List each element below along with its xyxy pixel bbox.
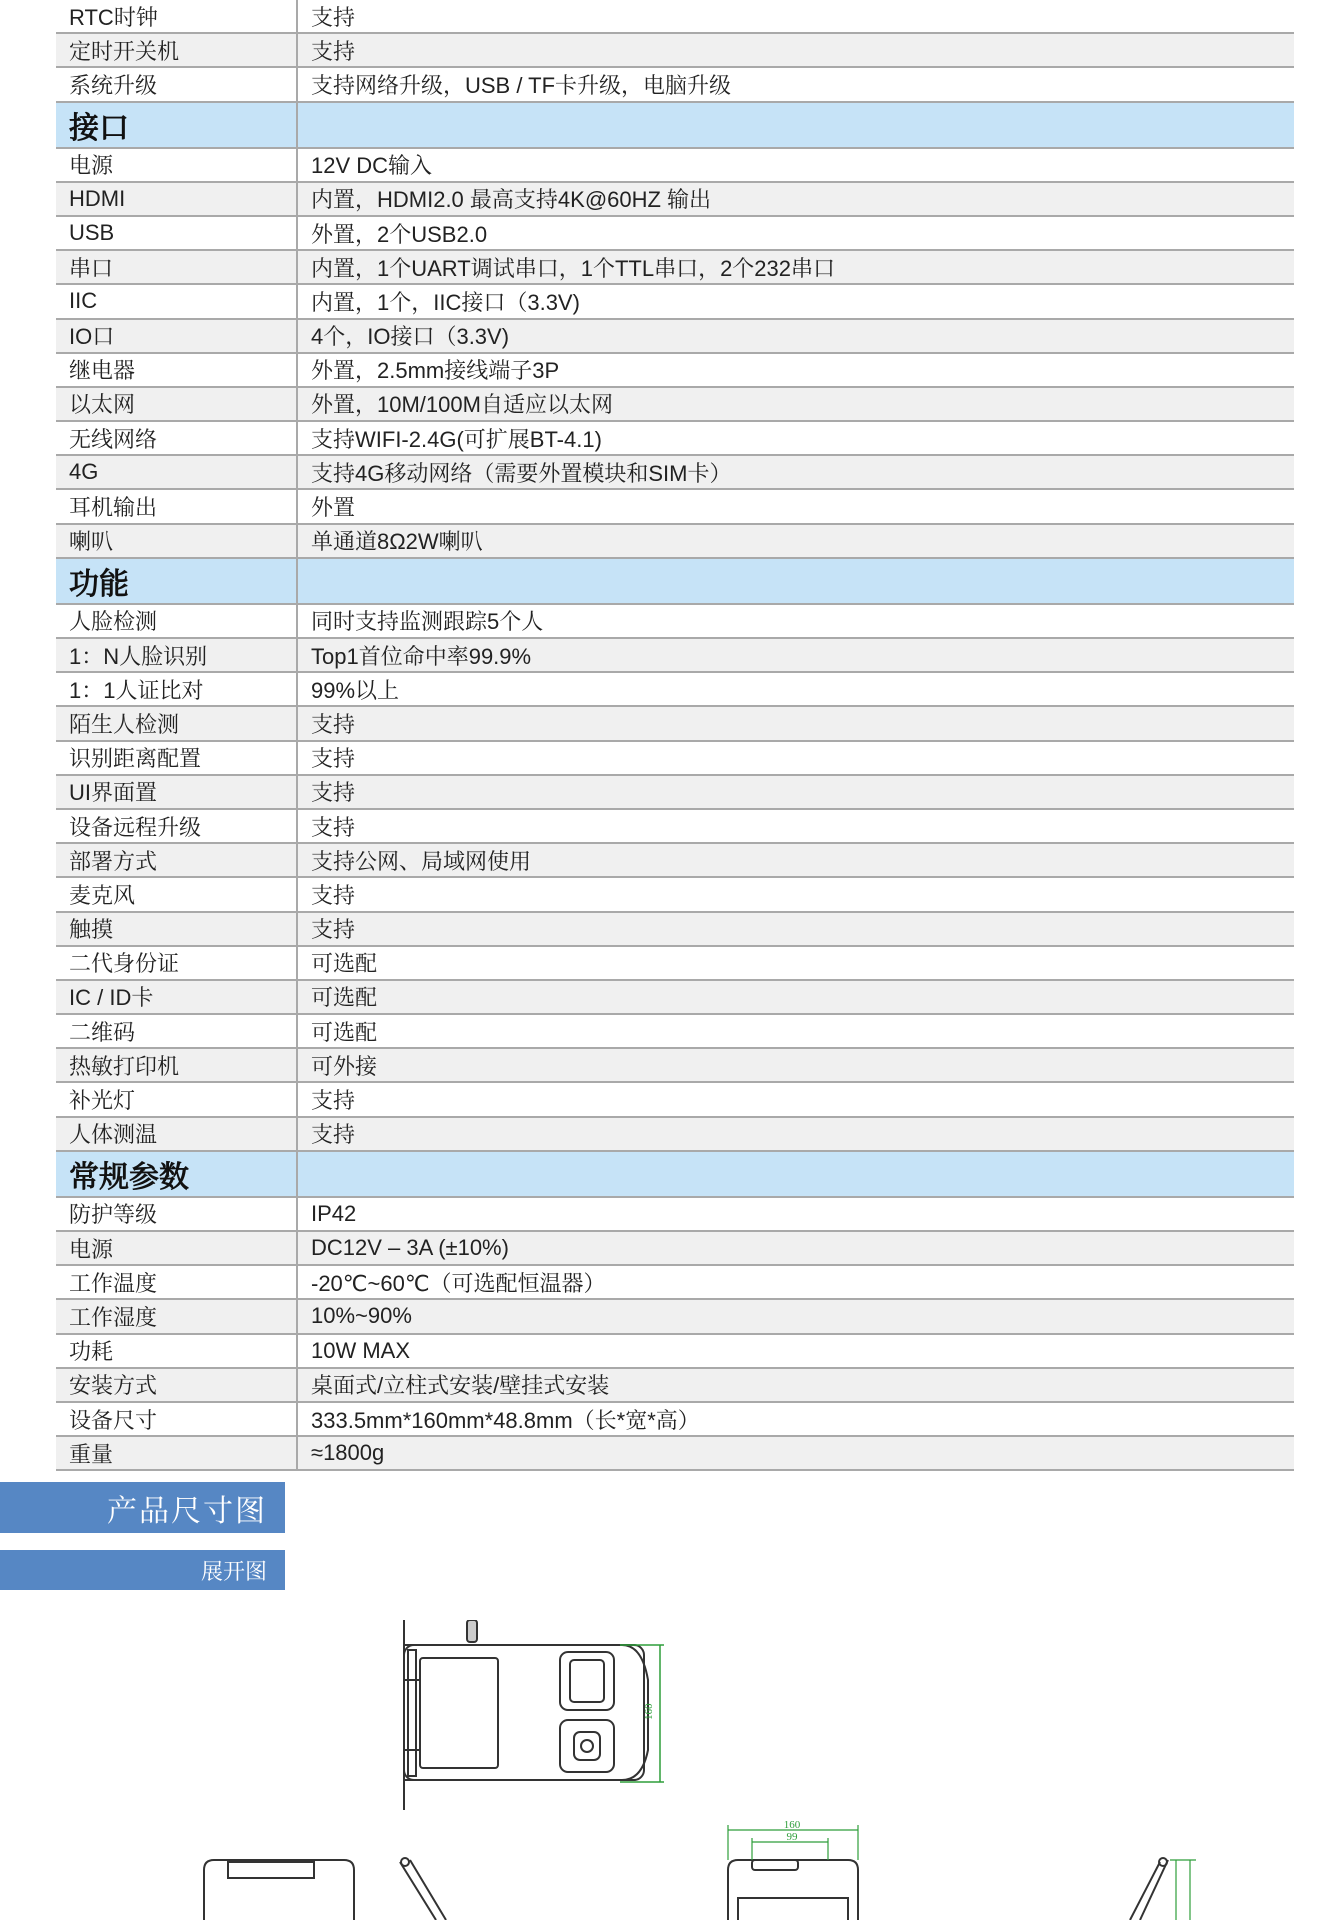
- spec-label: 系统升级: [56, 67, 297, 101]
- spec-label: IIC: [56, 284, 297, 318]
- device-side-strip: [408, 1650, 416, 1776]
- spec-value: 支持: [297, 706, 1294, 740]
- section-title: 常规参数: [56, 1151, 297, 1197]
- spec-value: 同时支持监测跟踪5个人: [297, 604, 1294, 638]
- spec-row: [56, 775, 1294, 809]
- spec-label: 电源: [56, 1231, 297, 1265]
- spec-value: 支持: [297, 33, 1294, 67]
- spec-label: 喇叭: [56, 524, 297, 558]
- spec-label: 二维码: [56, 1014, 297, 1048]
- spec-value: 可选配: [297, 946, 1294, 980]
- spec-value: 外置: [297, 489, 1294, 523]
- dimension-width-outer-label: 160: [783, 1819, 801, 1831]
- spec-row: [56, 284, 1294, 318]
- spec-row: [56, 604, 1294, 638]
- spec-row: [56, 672, 1294, 706]
- spec-value: 内置，1个UART调试串口，1个TTL串口，2个232串口: [297, 250, 1294, 284]
- section-header-row: [56, 1151, 1294, 1197]
- spec-label: USB: [56, 216, 297, 250]
- spec-row: [56, 1014, 1294, 1048]
- spec-row: [56, 250, 1294, 284]
- spec-row: [56, 0, 1294, 33]
- spec-row: [56, 1368, 1294, 1402]
- spec-label: 防护等级: [56, 1197, 297, 1231]
- spec-row: [56, 33, 1294, 67]
- spec-label: 功耗: [56, 1334, 297, 1368]
- spec-label: 陌生人检测: [56, 706, 297, 740]
- spec-row: [56, 1402, 1294, 1436]
- spec-value: 10%~90%: [297, 1299, 1294, 1333]
- spec-value: 4个，IO接口（3.3V): [297, 319, 1294, 353]
- spec-row: [56, 524, 1294, 558]
- spec-row: [56, 67, 1294, 101]
- dimension-depth-marker: [1170, 1860, 1196, 1920]
- spec-value: 支持: [297, 741, 1294, 775]
- spec-value: 支持: [297, 775, 1294, 809]
- spec-value: -20℃~60℃（可选配恒温器）: [297, 1265, 1294, 1299]
- spec-value: ≈1800g: [297, 1436, 1294, 1470]
- spec-value: 支持4G移动网络（需要外置模块和SIM卡）: [297, 455, 1294, 489]
- spec-row: [56, 387, 1294, 421]
- spec-value: 12V DC输入: [297, 148, 1294, 182]
- spec-label: HDMI: [56, 182, 297, 216]
- spec-label: 耳机输出: [56, 489, 297, 523]
- dimension-height-label: 160: [643, 1703, 655, 1720]
- spec-value: 99%以上: [297, 672, 1294, 706]
- spec-label: 安装方式: [56, 1368, 297, 1402]
- spec-row: [56, 1299, 1294, 1333]
- spec-label: 电源: [56, 148, 297, 182]
- spec-label: IC / ID卡: [56, 980, 297, 1014]
- section-title: 功能: [56, 558, 297, 604]
- spec-value: 可外接: [297, 1048, 1294, 1082]
- spec-value: 外置，2个USB2.0: [297, 216, 1294, 250]
- spec-value: Top1首位命中率99.9%: [297, 638, 1294, 672]
- spec-label: UI界面置: [56, 775, 297, 809]
- spec-label: 工作温度: [56, 1265, 297, 1299]
- spec-label: 识别距离配置: [56, 741, 297, 775]
- spec-row: [56, 877, 1294, 911]
- spec-row: [56, 1048, 1294, 1082]
- spec-row: [56, 1117, 1294, 1151]
- dimension-width-inner-label: 99: [786, 1831, 798, 1843]
- device-side-view-left: [400, 1858, 446, 1920]
- spec-table-body: [56, 0, 1294, 1470]
- device-top-view: [404, 1620, 648, 1810]
- spec-label: 无线网络: [56, 421, 297, 455]
- spec-value: 桌面式/立柱式安装/壁挂式安装: [297, 1368, 1294, 1402]
- spec-label: 人脸检测: [56, 604, 297, 638]
- section-header-row: [56, 558, 1294, 604]
- spec-row: [56, 1436, 1294, 1470]
- nfc-icon: [581, 1740, 593, 1752]
- dimension-height-marker: [620, 1645, 664, 1782]
- spec-row: [56, 741, 1294, 775]
- section-title-filler: [297, 102, 1294, 148]
- spec-value: 外置，2.5mm接线端子3P: [297, 353, 1294, 387]
- spec-value: 内置，1个，IIC接口（3.3V): [297, 284, 1294, 318]
- spec-value: 支持: [297, 809, 1294, 843]
- section-title-filler: [297, 1151, 1294, 1197]
- spec-row: [56, 809, 1294, 843]
- spec-label: 设备尺寸: [56, 1402, 297, 1436]
- card-reader-pad: [574, 1732, 600, 1760]
- card-reader-module: [560, 1720, 614, 1772]
- dimension-drawing: [0, 1620, 1343, 1920]
- spec-row: [56, 1231, 1294, 1265]
- spec-value: DC12V – 3A (±10%): [297, 1231, 1294, 1265]
- spec-row: [56, 455, 1294, 489]
- spec-label: RTC时钟: [56, 0, 297, 33]
- spec-value: 外置，10M/100M自适应以太网: [297, 387, 1294, 421]
- spec-value: 支持网络升级，USB / TF卡升级，电脑升级: [297, 67, 1294, 101]
- spec-row: [56, 148, 1294, 182]
- spec-row: [56, 843, 1294, 877]
- spec-label: 设备远程升级: [56, 809, 297, 843]
- spec-label: 工作湿度: [56, 1299, 297, 1333]
- spec-value: 333.5mm*160mm*48.8mm（长*宽*高）: [297, 1402, 1294, 1436]
- spec-row: [56, 980, 1294, 1014]
- dimension-title: 产品尺寸图: [107, 1494, 267, 1528]
- spec-row: [56, 1197, 1294, 1231]
- spec-row: [56, 421, 1294, 455]
- spec-value: 单通道8Ω2W喇叭: [297, 524, 1294, 558]
- spec-label: 触摸: [56, 912, 297, 946]
- spec-label: 二代身份证: [56, 946, 297, 980]
- spec-value: 可选配: [297, 980, 1294, 1014]
- spec-label: 麦克风: [56, 877, 297, 911]
- spec-label: 1：1人证比对: [56, 672, 297, 706]
- device-screen: [420, 1658, 498, 1768]
- spec-label: 以太网: [56, 387, 297, 421]
- device-antenna: [467, 1620, 477, 1642]
- section-header-row: [56, 102, 1294, 148]
- spec-label: 部署方式: [56, 843, 297, 877]
- spec-value: 支持: [297, 912, 1294, 946]
- spec-row: [56, 1334, 1294, 1368]
- spec-row: [56, 182, 1294, 216]
- device-body-outline: [404, 1645, 644, 1780]
- spec-label: 4G: [56, 455, 297, 489]
- camera-lens-frame: [570, 1660, 604, 1702]
- spec-row: [56, 946, 1294, 980]
- spec-value: 支持: [297, 1082, 1294, 1116]
- spec-label: 继电器: [56, 353, 297, 387]
- spec-label: 人体测温: [56, 1117, 297, 1151]
- device-front-view: [728, 1860, 858, 1920]
- spec-label: 补光灯: [56, 1082, 297, 1116]
- section-title: 接口: [56, 102, 297, 148]
- spec-value: 支持WIFI-2.4G(可扩展BT-4.1): [297, 421, 1294, 455]
- spec-row: [56, 638, 1294, 672]
- spec-row: [56, 706, 1294, 740]
- unfolded-view-label: 展开图: [200, 1558, 267, 1584]
- spec-label: 串口: [56, 250, 297, 284]
- spec-label: 热敏打印机: [56, 1048, 297, 1082]
- unfolded-view-bar: [0, 1550, 285, 1590]
- section-title-filler: [297, 558, 1294, 604]
- spec-label: 重量: [56, 1436, 297, 1470]
- spec-label: IO口: [56, 319, 297, 353]
- device-side-view-right: [1130, 1858, 1168, 1920]
- spec-value: 支持: [297, 877, 1294, 911]
- spec-value: 支持公网、局域网使用: [297, 843, 1294, 877]
- spec-row: [56, 1265, 1294, 1299]
- device-back-view: [204, 1860, 354, 1920]
- spec-table: [56, 0, 1294, 1471]
- spec-row: [56, 489, 1294, 523]
- dimension-title-bar: [0, 1482, 285, 1533]
- spec-value: 可选配: [297, 1014, 1294, 1048]
- spec-value: 支持: [297, 0, 1294, 33]
- spec-row: [56, 319, 1294, 353]
- spec-row: [56, 912, 1294, 946]
- spec-label: 定时开关机: [56, 33, 297, 67]
- spec-label: 1：N人脸识别: [56, 638, 297, 672]
- spec-row: [56, 353, 1294, 387]
- spec-value: IP42: [297, 1197, 1294, 1231]
- spec-value: 10W MAX: [297, 1334, 1294, 1368]
- spec-row: [56, 216, 1294, 250]
- spec-value: 支持: [297, 1117, 1294, 1151]
- spec-value: 内置，HDMI2.0 最高支持4K@60HZ 输出: [297, 182, 1294, 216]
- spec-row: [56, 1082, 1294, 1116]
